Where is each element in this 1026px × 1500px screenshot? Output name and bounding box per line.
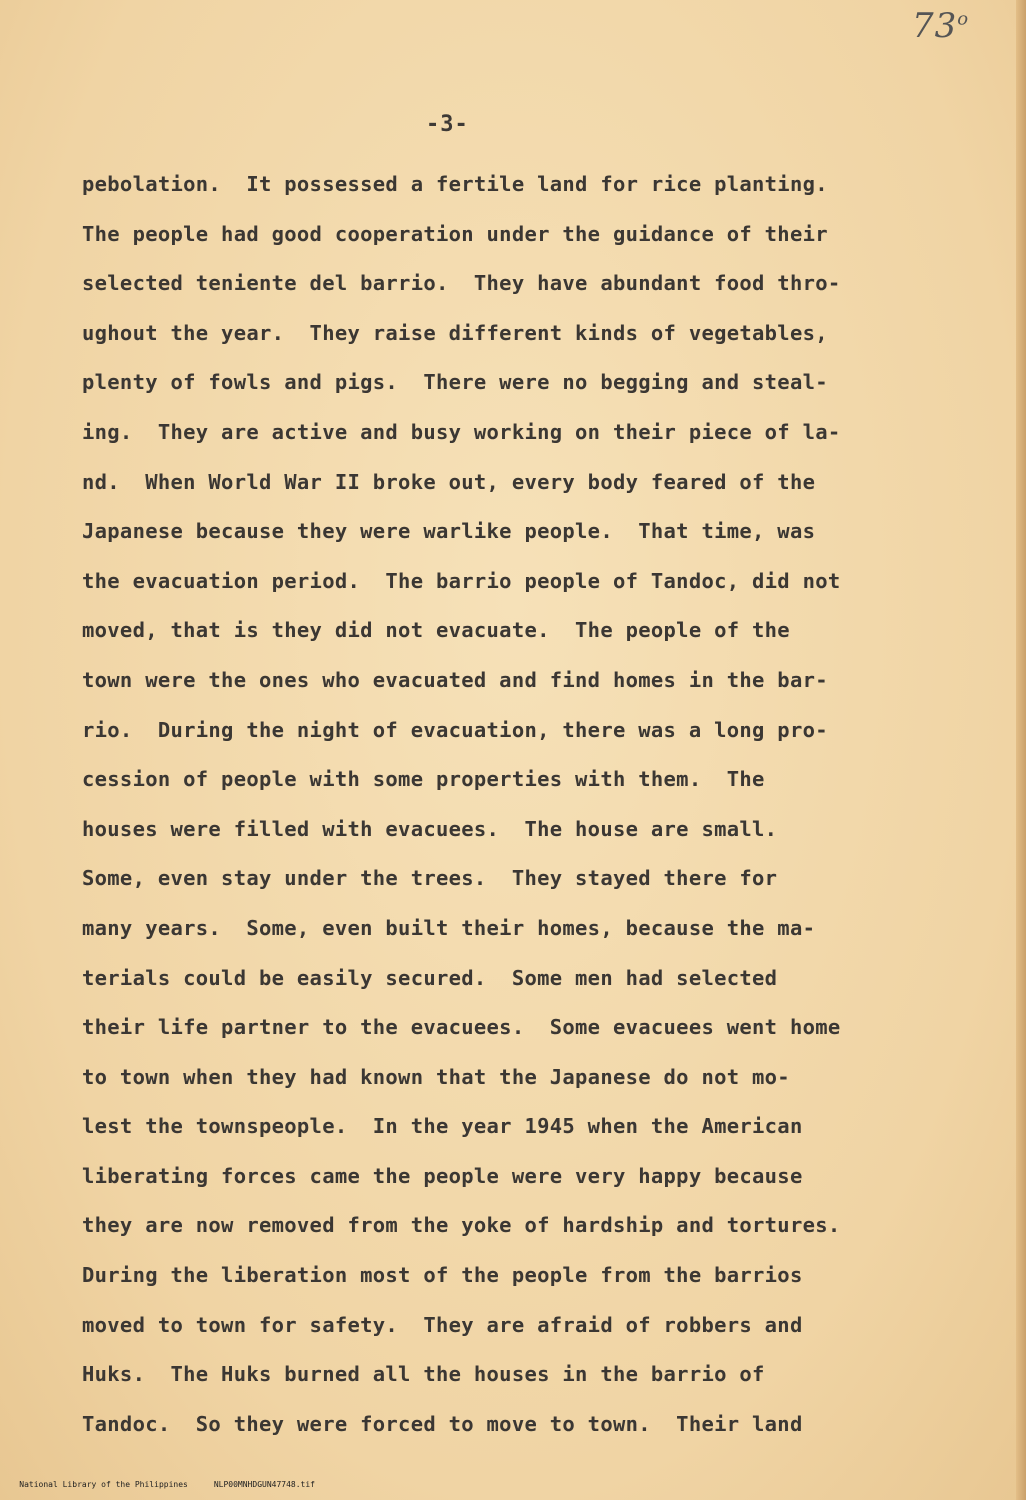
text-line: town were the ones who evacuated and find homes in the bar- (82, 667, 828, 692)
text-line: nd. When World War II broke out, every body feared of the (82, 469, 816, 494)
text-line: Tandoc. So they were forced to move to town. Their land (82, 1411, 803, 1436)
text-line: lest the townspeople. In the year 1945 when the American (82, 1114, 803, 1139)
text-line: Huks. The Huks burned all the houses in the barrio of (82, 1362, 765, 1387)
text-line: to town when they had known that the Japanese do not mo- (82, 1064, 790, 1089)
text-line: their life partner to the evacuees. Some evacuees went home (82, 1015, 841, 1040)
handwritten-page-number: 73$^o$ (912, 6, 970, 46)
text-line: plenty of fowls and pigs. There were no begging and steal- (82, 370, 828, 395)
text-line: Some, even stay under the trees. They stayed there for (82, 866, 778, 891)
text-line: The people had good cooperation under the guidance of their (82, 221, 828, 246)
text-line: cession of people with some properties with them. The (82, 767, 765, 792)
text-line: liberating forces came the people were very happy because (82, 1163, 803, 1188)
scan-footer (0, 1471, 341, 1498)
typed-body-text (82, 160, 972, 1449)
text-line: selected teniente del barrio. They have abundant food thro- (82, 271, 841, 296)
page-number: -3- (426, 112, 469, 137)
text-line: rio. During the night of evacuation, there was a long pro- (82, 717, 828, 742)
text-line: many years. Some, even built their homes, because the ma- (82, 915, 816, 940)
text-line: ughout the year. They raise different kinds of vegetables, (82, 320, 828, 345)
text-line: moved, that is they did not evacuate. The people of the (82, 618, 790, 643)
footer-library: National Library of the Philippines (19, 1480, 188, 1489)
text-line: houses were filled with evacuees. The house are small. (82, 816, 778, 841)
text-line: Japanese because they were warlike people. That time, was (82, 519, 816, 544)
text-line: During the liberation most of the people from the barrios (82, 1263, 803, 1288)
text-line: terials could be easily secured. Some men had selected (82, 965, 778, 990)
text-line: moved to town for safety. They are afraid of robbers and (82, 1312, 803, 1337)
text-line: ing. They are active and busy working on their piece of la- (82, 419, 841, 444)
text-line: pebolation. It possessed a fertile land for rice planting. (82, 172, 828, 196)
footer-filename: NLP00MNHDGUN47748.tif (213, 1480, 315, 1489)
page-edge (1016, 0, 1026, 1500)
text-line: the evacuation period. The barrio people of Tandoc, did not (82, 568, 841, 593)
text-line: they are now removed from the yoke of hardship and tortures. (82, 1213, 841, 1238)
